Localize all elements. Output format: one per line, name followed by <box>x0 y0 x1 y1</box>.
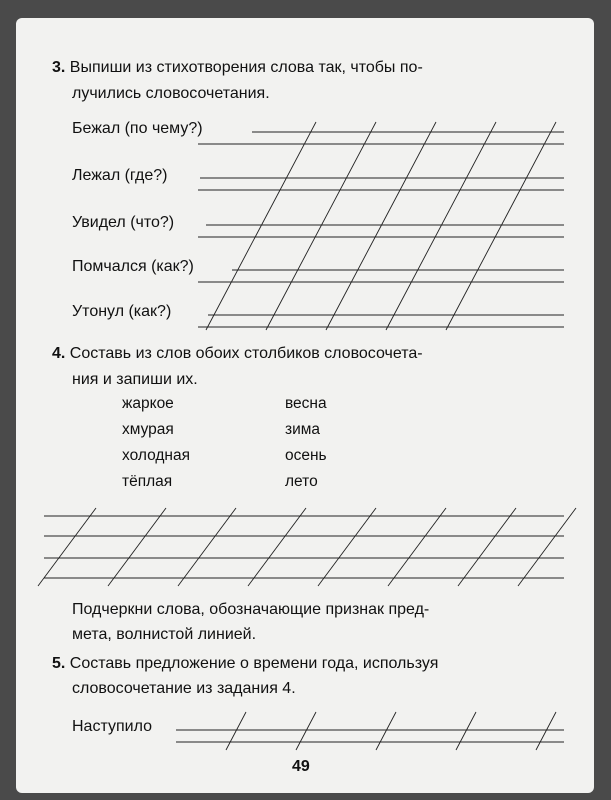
task-5-text-line1: Составь предложение о времени года, используя <box>69 655 439 672</box>
task-5-text-line2: словосочетание из задания 4. <box>72 680 296 697</box>
task-4-number: 4. <box>52 345 66 362</box>
slant-line <box>456 712 476 750</box>
word-khmuraya: хмурая <box>122 421 174 438</box>
task-4-note-line2: мета, волнистой линией. <box>72 626 257 643</box>
prompt-uvidel: Увидел (что?) <box>72 214 175 231</box>
word-kholodnaya: холодная <box>122 447 190 464</box>
prompt-nastupilo: Наступило <box>72 718 152 735</box>
word-vesna: весна <box>285 395 327 412</box>
slant-line <box>458 508 516 586</box>
slant-line <box>326 122 436 330</box>
task-4-note-line1: Подчеркни слова, обозначающие признак пред- <box>72 601 430 618</box>
task-4-text-line1: Составь из слов обоих столбиков словосочета- <box>69 345 423 362</box>
word-teplaya: тёплая <box>122 473 173 490</box>
slant-line <box>178 508 236 586</box>
slant-line <box>206 122 316 330</box>
word-leto: лето <box>285 473 318 490</box>
word-osen: осень <box>285 447 327 464</box>
slant-line <box>318 508 376 586</box>
workbook-page <box>16 18 594 793</box>
slant-line <box>38 508 96 586</box>
task-3-text-line1: Выпиши из стихотворения слова так, чтобы по- <box>69 59 423 76</box>
word-zharkoe: жаркое <box>122 395 174 412</box>
prompt-lezhal: Лежал (где?) <box>72 167 168 184</box>
task-3-text-line2: лучились словосочетания. <box>72 85 270 102</box>
task-5-number: 5. <box>52 655 66 672</box>
slant-line <box>226 712 246 750</box>
slant-line <box>108 508 166 586</box>
page-number: 49 <box>292 758 310 775</box>
prompt-utonul: Утонул (как?) <box>72 303 172 320</box>
slant-line <box>296 712 316 750</box>
slant-line <box>248 508 306 586</box>
word-zima: зима <box>285 421 321 438</box>
prompt-pomchalsya: Помчался (как?) <box>72 258 194 275</box>
slant-line <box>266 122 376 330</box>
task-3-number: 3. <box>52 59 66 76</box>
prompt-bezhal: Бежал (по чему?) <box>72 120 203 137</box>
slant-line <box>536 712 556 750</box>
task-3-header <box>52 58 423 78</box>
slant-line <box>518 508 576 586</box>
slant-line <box>376 712 396 750</box>
task-4-header <box>52 344 423 364</box>
task-4-text-line2: ния и запиши их. <box>72 371 198 388</box>
slant-line <box>446 122 556 330</box>
slant-line <box>388 508 446 586</box>
task-5-header <box>52 654 438 674</box>
slant-line <box>386 122 496 330</box>
